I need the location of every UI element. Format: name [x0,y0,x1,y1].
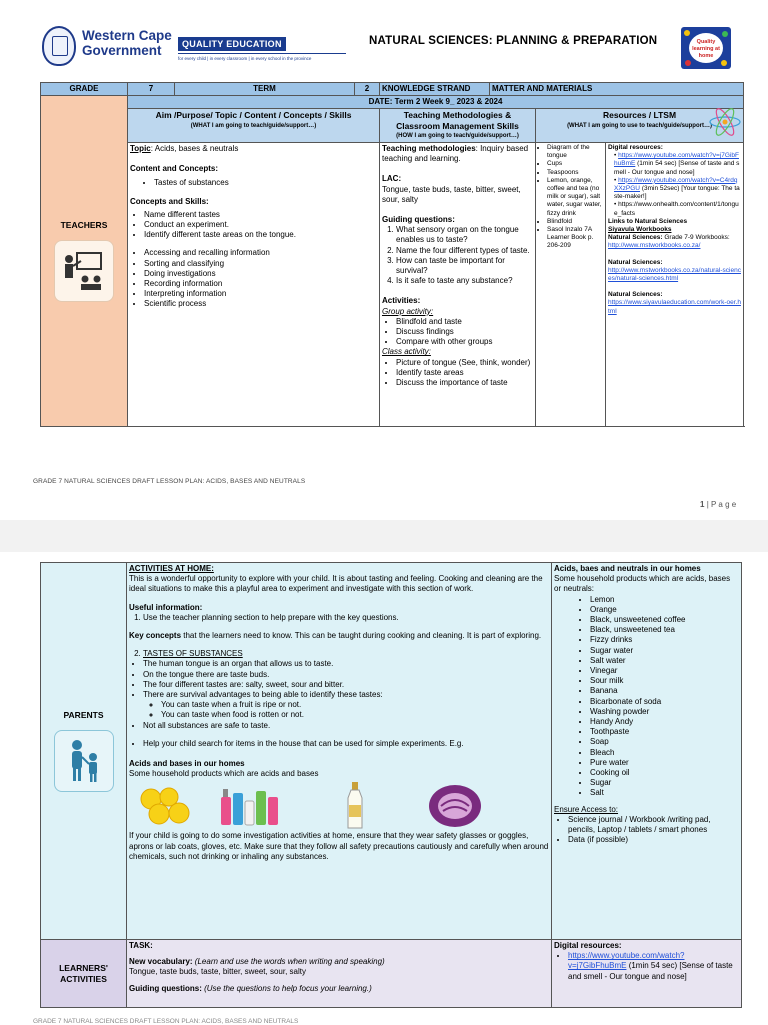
help-item: • Help your child search for items in the house that can be used for simple experiments. E.g. [143,739,549,749]
list-item: 4. Is it safe to taste any substance? [396,276,533,286]
list-item: • There are survival advantages to being able to identify these tastes: [143,690,549,700]
parents-label: PARENTS [63,709,104,720]
grade-value: 7 [128,83,175,96]
column-headers [41,109,744,143]
acids-value: Some household products which are acids and bases [129,769,319,779]
page-2 [0,552,768,1024]
quality-learning-logo [681,27,731,69]
safe-item: • Not all substances are safe to taste. [143,721,549,731]
page-footer: GRADE 7 NATURAL SCIENCES DRAFT LESSON PLAN: ACIDS, BASES AND NEUTRALS [33,478,306,485]
red-cabbage-image [427,783,483,829]
onhealth-link[interactable]: https://www.onhealth.com/content/1/tongue_facts [614,201,739,217]
list-item: • Tastes of substances [154,178,377,188]
list-item: • Sasol Inzalo 7A Learner Book p. 206-209 [547,226,603,251]
list-item: • Soap [590,737,739,747]
ns-value-1: Grade 7-9 Workbooks: [662,234,730,242]
youtube-link-2[interactable]: https://www.youtube.com/watch?v=C4rdqXXzPGU [614,176,738,193]
list-item: • Sugar [590,778,739,788]
coat-of-arms-icon [42,26,76,66]
grade-label: GRADE [41,83,128,96]
list-item: • Sour milk [590,676,739,686]
resources-sub: (WHAT I am going to use to teach/guide/support…) [567,122,712,129]
access-list [554,815,739,846]
parent-child-icon [54,730,114,792]
learners-youtube-link[interactable]: https://www.youtube.com/watch?v=j7GibFhuBmE [568,951,685,971]
siyavula-label: Siyavula Workbooks [608,226,672,234]
learners-youtube-note: (1min 54 sec) [Sense of taste and smell - Our tongue and nose] [568,961,733,981]
list-item: • Sorting and classifying [144,259,377,269]
teachers-role-cell [41,96,128,427]
list-item: • Cups [547,160,603,168]
products-list [554,595,739,799]
list-item: • Lemon, orange, coffee and tea (no milk or sugar), salt water, sugar water, fizzy drink [547,177,603,218]
useful-label: Useful information: [129,602,203,612]
teacher-classroom-icon [54,240,114,302]
list-item: • Salt [590,788,739,798]
teachers-content-row [41,143,744,427]
list-item: ◦ You can taste when a fruit is ripe or not. [161,700,549,710]
digital-label: Digital resources: [608,144,663,152]
key-concepts-value: that the learners need to know. This can be taught during cooking and cleaning. It is part of exploring. [181,631,542,641]
list-item: • The human tongue is an organ that allows us to taste. [143,659,549,669]
ql-logo-text: Quality learning at home [689,33,723,63]
methods-value: : Inquiry based teaching and learning. [382,144,529,164]
bottle-image [343,781,367,831]
safety-text: If your child is going to do some investigation activities at home, ensure that they wear safety glasses or goggles, aprons or lab coats, gloves, etc. Make sure that they follow all safety precautions cautiously and carefully when around chemicals, such not drinking or inhaling any substances. [129,831,549,861]
group-activity-label: Group activity: [382,306,434,316]
ns-label-2: Natural Sciences: [608,258,663,266]
skills-list-b [130,248,377,309]
resources-cell [536,143,606,427]
term-value: 2 [355,83,380,96]
list-item: • Orange [590,605,739,615]
lac-label: LAC: [382,174,402,184]
aim-cell [128,143,380,427]
parents-role-cell [41,563,127,940]
class-activity-list [382,358,533,389]
strand-label: KNOWLEDGE STRAND [380,83,490,96]
list-item: • Banana [590,686,739,696]
vocab-value: Tongue, taste buds, taste, bitter, sweet, sour, salty [129,967,306,977]
list-item: • Picture of tongue (See, think, wonder) [396,358,533,368]
right-title: Acids, baes and neutrals in our homes [554,564,701,573]
list-item: • The four different tastes are: salty, sweet, sour and bitter. [143,680,549,690]
key-concepts-label: Key concepts [129,631,182,641]
quality-label: QUALITY EDUCATION [178,37,286,51]
learners-guiding-label: Guiding questions: [129,983,202,993]
topic-label: Topic [130,144,151,154]
list-item: • Identify taste areas [396,368,533,378]
lac-value: Tongue, taste buds, taste, bitter, sweet, sour, salty [382,184,521,204]
activities-label: Activities: [382,296,421,306]
group-activity-list [382,317,533,348]
list-item: • Interpreting information [144,289,377,299]
siyavula-link[interactable]: https://www.siyavulaeducation.com/work-oer.html [608,299,741,315]
document-title: NATURAL SCIENCES: PLANNING & PREPARATION [369,35,658,47]
ns-label-1: Natural Sciences: [608,234,663,242]
home-intro: This is a wonderful opportunity to explore with your child. It is about tasting and feeling. Cooking and cleaning are the ideal situations to make this a playful area to experiment and investigate with this section of work. [129,574,543,594]
learners-digital-label: Digital resources: [554,941,622,950]
mstworkbooks-link[interactable]: http://www.mstworkbooks.co.za/ [608,242,701,250]
list-item: • Name different tastes [144,210,377,220]
list-item: • Doing investigations [144,269,377,279]
skills-list-a [130,210,377,241]
survival-list [129,700,549,720]
list-item: • Bicarbonate of soda [590,697,739,707]
list-item: • Toothpaste [590,727,739,737]
useful-item: 1. Use the teacher planning section to help prepare with the key questions. [143,613,549,623]
list-item: 3. How can taste be important for survival? [396,256,533,276]
learners-row [41,940,742,1008]
list-item: • Cooking oil [590,768,739,778]
youtube-link-2-note: (3min 52sec) [Your tongue: The taste-maker!] [614,185,740,201]
resources-title: Resources / LTSM [602,110,677,121]
quality-tagline: for every child | in every classroom | in every school in the province [178,56,312,61]
list-item: • Compare with other groups [396,337,533,347]
guiding-list [382,225,533,286]
list-item: • On the tongue there are taste buds. [143,670,549,680]
list-item: • Black, unsweetened coffee [590,615,739,625]
org-name-line1: Western Cape [82,28,172,43]
list-item: • Vinegar [590,666,739,676]
vocab-label: New vocabulary: [129,957,193,967]
learners-guiding-note: (Use the questions to help focus your learning.) [201,983,372,993]
links-label: Links to Natural Sciences [608,217,688,225]
skills-label: Concepts and Skills: [130,196,209,206]
list-item: • Conduct an experiment. [144,220,377,230]
vocab-note: (Learn and use the words when writing and speaking) [192,957,385,967]
list-item: • Washing powder [590,707,739,717]
list-item: • Blindfold and taste [396,317,533,327]
list-item: • Fizzy drinks [590,635,739,645]
home-activities-label: ACTIVITIES AT HOME: [129,564,214,573]
list-item: • Blindfold [547,218,603,226]
learners-digital-cell [552,940,742,1008]
list-item: ◦ You can taste when food is rotten or not. [161,710,549,720]
term-label: TERM [175,83,355,96]
list-item: • Diagram of the tongue [547,144,603,160]
list-item: • Pure water [590,758,739,768]
home-activities-cell [127,563,552,940]
topic-value: : Acids, bases & neutrals [150,144,239,154]
planning-table [40,82,744,427]
right-intro: Some household products which are acids, bases or neutrals: [554,574,731,594]
list-item: • Discuss findings [396,327,533,337]
task-label: TASK: [129,941,153,950]
list-item: • Salt water [590,656,739,666]
list-item: • Science journal / Workbook /writing pad, pencils, Laptop / tablets / smart phones [568,815,739,835]
list-item: • Sugar water [590,646,739,656]
acids-label: Acids and bases in our homes [129,759,245,769]
atom-icon [708,107,742,137]
cleaning-products-image [219,783,285,827]
home-activities-table [40,562,742,1008]
content-label: Content and Concepts: [130,164,218,174]
method-title: Teaching Methodologies & Classroom Management Skills [396,110,519,131]
learners-role-cell: LEARNERS' ACTIVITIES [41,940,127,1008]
access-label: Ensure Access to: [554,804,619,814]
strand-value: MATTER AND MATERIALS [490,83,744,96]
list-item: • Data (if possible) [568,835,739,845]
digital-resources-cell: Digital resources: • https://www.youtube.com/watch?v=j7GibFhuBmE (1min 54 sec) [Sense of taste and smell - Our tongue and nose] • https://www.youtube.com/watch?v=C4rdqXXzPGU (3min 52sec) [Your tongue: The taste-maker!] • https://www.onhealth.com/content/1/tongue_facts Links to Natural Sciences Siyavula Workbooks Natural Sciences: Grade 7-9 Workbooks: http://www.mstworkbooks.co.za/ Natural Sciences: http://www.mstworkbooks.co.za/natural-sciences/natural-sciences.html Natural Sciences: https://www.siyavulaeducation.com/work-oer.html [606,143,744,427]
quality-education-logo [178,34,348,61]
list-item: 2. Name the four different types of taste. [396,246,533,256]
youtube-link-1-note: (1min 54 sec) [Sense of taste and smell - Our tongue and nose] [614,160,740,176]
page-number: 1 | P a g e [700,500,737,509]
guiding-label: Guiding questions: [382,215,455,225]
list-item: • Accessing and recalling information [144,248,377,258]
content-list [130,178,377,188]
aim-title: Aim /Purpose/ Topic / Content / Concepts / Skills [155,110,352,121]
org-name-line2: Government [82,43,162,58]
teachers-label: TEACHERS [60,220,108,230]
methods-label: Teaching methodologies [382,144,476,154]
list-item: • Identify different taste areas on the tongue. [144,230,377,240]
mstworkbooks-ns-link[interactable]: http://www.mstworkbooks.co.za/natural-sciences/natural-sciences.html [608,266,741,283]
page-2-footer: GRADE 7 NATURAL SCIENCES DRAFT LESSON PLAN: ACIDS, BASES AND NEUTRALS [33,1018,299,1025]
date-row: DATE: Term 2 Week 9_ 2023 & 2024 [128,96,744,109]
aim-sub: (WHAT I am going to teach/guide/support…) [190,122,317,129]
list-item: • Black, unsweetened tea [590,625,739,635]
youtube-link-1[interactable]: https://www.youtube.com/watch?v=j7GibFhuBmE [614,152,739,168]
class-activity-label: Class activity: [382,347,431,357]
list-item: • Teaspoons [547,169,603,177]
list-item: • Discuss the importance of taste [396,378,533,388]
list-item: • Recording information [144,279,377,289]
resources-list [538,144,603,251]
parents-row [41,563,742,940]
list-item: 1. What sensory organ on the tongue enables us to taste? [396,225,533,245]
method-sub: (HOW I am going to teach/guide/support…) [396,132,519,139]
list-item: • Scientific process [144,299,377,309]
tastes-label: 2. TASTES OF SUBSTANCES [143,649,549,659]
lemon-slices-image [139,787,191,825]
list-item: • Lemon [590,595,739,605]
household-products-images [129,779,549,831]
grade-row [41,83,744,96]
ns-label-3: Natural Sciences: [608,291,663,299]
tastes-list [129,659,549,700]
page-gap [0,520,768,552]
list-item: • Handy Andy [590,717,739,727]
method-cell [380,143,536,427]
learners-task-cell [127,940,552,1008]
household-list-cell [552,563,742,940]
list-item: • Bleach [590,748,739,758]
